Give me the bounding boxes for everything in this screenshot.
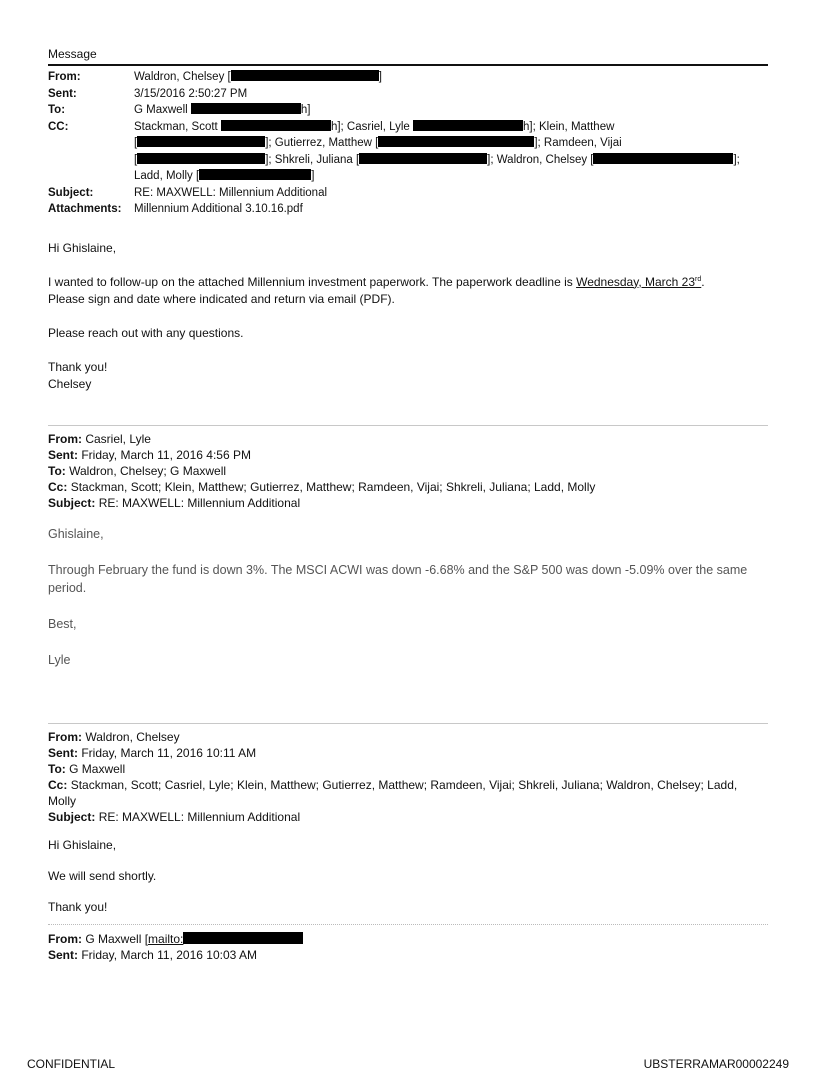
bates-number: UBSTERRAMAR00002249: [643, 1057, 789, 1071]
deadline-text: Wednesday, March 23rd: [576, 274, 702, 289]
mailto-link[interactable]: mailto:: [148, 931, 184, 946]
email2-header: From: Casriel, Lyle Sent: Friday, March 11, 2016 4:56 PM To: Waldron, Chelsey; G Maxwell Cc: Stackman, Scott; Klein, Matthew; Gutierrez, Matthew; Ramdeen, Vijai; Shkreli, Juliana; Ladd, Molly Subject: RE: MAXWELL: Millennium Additional: [48, 431, 596, 510]
email1-paragraph2: Please reach out with any questions.: [48, 325, 244, 340]
email3-closing: Thank you!: [48, 899, 108, 914]
redaction: [359, 153, 487, 164]
email2-paragraph: Through February the fund is down 3%. The MSCI ACWI was down -6.68% and the S&P 500 was down -5.09% over the same period.: [48, 562, 748, 595]
document-page: [48, 46, 768, 963]
email3-greeting: Hi Ghislaine,: [48, 837, 117, 852]
attachment-link[interactable]: Millennium Additional 3.10.16.pdf: [134, 203, 303, 215]
cc-label: CC:: [48, 120, 69, 133]
message-header: [48, 69, 768, 218]
header-rule: [48, 64, 768, 66]
email1-greeting: Hi Ghislaine,: [48, 240, 117, 255]
sent-value: 3/15/2016 2:50:27 PM: [134, 87, 248, 100]
email1-paragraph: I wanted to follow-up on the attached Millennium investment paperwork. The paperwork deadline is Wednesday, March 23rd. Please sign and date where indicated and return via email (PDF).: [48, 274, 705, 306]
subject-label: Subject:: [48, 186, 94, 199]
redaction: [183, 932, 303, 944]
redaction: [137, 136, 265, 147]
from-value: Waldron, Chelsey [ ]: [134, 71, 382, 83]
redaction: [191, 103, 301, 114]
email2-greeting: Ghislaine,: [48, 526, 104, 541]
email2-signature: Lyle: [48, 652, 71, 667]
message-title: Message: [48, 47, 97, 61]
email2-closing: Best,: [48, 616, 77, 631]
attachments-label: Attachments:: [48, 203, 122, 215]
email4-header: From: G Maxwell [mailto: Sent: Friday, March 11, 2016 10:03 AM: [48, 931, 768, 963]
to-label: To:: [48, 104, 66, 116]
sent-label: Sent:: [48, 87, 77, 100]
redaction: [137, 153, 265, 164]
email1-closing: Thank you!: [48, 359, 108, 374]
email1-body: [48, 240, 768, 393]
email3-header: From: Waldron, Chelsey Sent: Friday, March 11, 2016 10:11 AM To: G Maxwell Cc: Stackman, Scott; Casriel, Lyle; Klein, Matthew; Gutierrez, Matthew; Ramdeen, Vijai; Shkreli, Juliana; Waldron, Chelsey; Ladd, Molly Subject: RE: MAXWELL: Millennium Additional: [48, 729, 738, 824]
redaction: [593, 153, 733, 164]
redaction: [231, 70, 379, 81]
redaction: [221, 120, 331, 131]
from-label: From:: [48, 71, 81, 83]
confidential-label: CONFIDENTIAL: [27, 1057, 116, 1071]
email3-paragraph: We will send shortly.: [48, 868, 157, 883]
to-value: G Maxwell h]: [134, 104, 311, 116]
cc-value: Stackman, Scott h]; Casriel, Lyle h]; Klein, Matthew [ ]; Gutierrez, Matthew [ ]; Ramdeen, Vijai [ ]; Shkreli, Juliana [ ]; Waldron, Chelsey [ ]; Ladd, Molly [ ]: [134, 120, 740, 182]
redaction: [378, 136, 534, 147]
redaction: [413, 120, 523, 131]
email2-body: [48, 525, 768, 669]
email3-body: [48, 837, 768, 916]
email1-signature: Chelsey: [48, 376, 92, 391]
subject-value: RE: MAXWELL: Millennium Additional: [134, 186, 328, 199]
redaction: [199, 169, 311, 180]
